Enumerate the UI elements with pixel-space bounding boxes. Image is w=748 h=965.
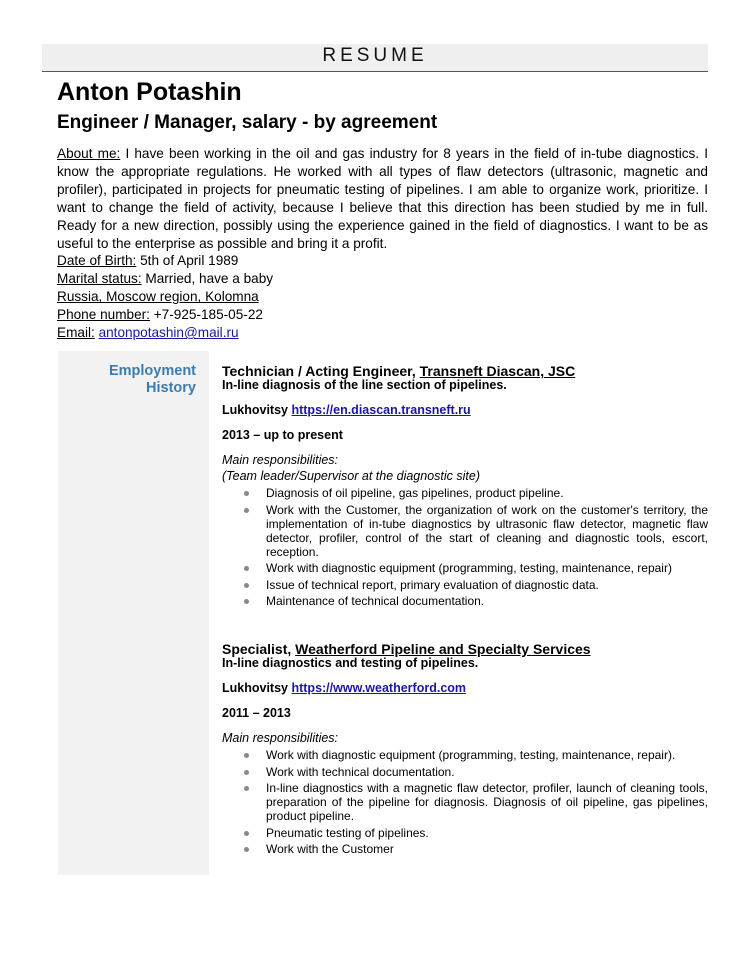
dob-label: Date of Birth:: [57, 253, 137, 269]
marital-line: [57, 270, 708, 288]
dob-value: 5th of April 1989: [136, 253, 239, 269]
job-location-line: [222, 403, 708, 417]
marital-value: Married, have a baby: [141, 271, 274, 287]
about-section: [57, 145, 708, 342]
job-entry: [222, 641, 708, 859]
list-item: Work with technical documentation.: [222, 765, 708, 779]
company-name: Weatherford Pipeline and Specialty Services: [295, 641, 591, 657]
list-item: Work with the Customer, the organization of work on the customer's territory, the implementation of in-tube diagnostics by ultrasonic flaw detector, magnetic flaw detector, profiler, control of the start of cleaning and diagnostic tools, escort, reception.: [222, 503, 708, 559]
list-item: Work with diagnostic equipment (programming, testing, maintenance, repair): [222, 561, 708, 575]
company-name: Transneft Diascan, JSC: [419, 363, 576, 379]
resume-header-bar: [42, 44, 708, 72]
location: Russia, Moscow region, Kolomna: [57, 289, 259, 305]
job-city: Lukhovitsy: [222, 681, 292, 695]
email-line: [57, 324, 708, 342]
job-title-prefix: Specialist,: [222, 641, 296, 657]
list-item: Work with the Customer: [222, 842, 708, 856]
about-text: I have been working in the oil and gas industry for 8 years in the field of in-tube diagnostics. I know the appropriate regulations. He worked with all types of flaw detectors (ultrasonic, magnetic and profiler), participated in projects for pneumatic testing of pipelines. I am able to organize work, prioritize. I want to change the field of activity, because I believe that this direction has been studied by me in full. Ready for a new direction, possibly using the experience gained in the field of diagnostics. I want to be as useful to the enterprise as possible and bring it a profit.: [57, 146, 708, 251]
marital-label: Marital status:: [57, 271, 142, 287]
resume-title: RESUME: [322, 45, 428, 66]
phone-label: Phone number:: [57, 307, 150, 323]
job-city: Lukhovitsy: [222, 403, 292, 417]
list-item: Issue of technical report, primary evaluation of diagnostic data.: [222, 578, 708, 592]
email-label: Email:: [57, 325, 95, 341]
responsibilities-label: Main responsibilities:: [222, 453, 339, 467]
employment-history-heading: Employment History: [108, 363, 196, 396]
person-name: Anton Potashin: [57, 78, 242, 106]
company-website-link[interactable]: https://www.weatherford.com: [291, 681, 467, 695]
job-title: [222, 641, 708, 657]
responsibilities-list: [222, 748, 708, 856]
job-period: 2013 – up to present: [222, 428, 343, 442]
phone-line: [57, 306, 708, 324]
job-subtitle: In-line diagnostics and testing of pipelines.: [222, 656, 479, 670]
list-item: Diagnosis of oil pipeline, gas pipelines, product pipeline.: [222, 486, 708, 500]
job-period: 2011 – 2013: [222, 706, 291, 720]
email-link[interactable]: antonpotashin@mail.ru: [98, 325, 239, 341]
employment-sidebar: [58, 351, 209, 875]
job-title: [222, 363, 708, 379]
job-location-line: [222, 681, 708, 695]
list-item: Pneumatic testing of pipelines.: [222, 826, 708, 840]
list-item: In-line diagnostics with a magnetic flaw detector, profiler, launch of cleaning tools, preparation of the pipeline for diagnosis. Diagnosis of oil pipeline, gas pipelines, product pipeline.: [222, 781, 708, 823]
responsibilities-list: [222, 486, 708, 608]
list-item: Work with diagnostic equipment (programming, testing, maintenance, repair).: [222, 748, 708, 762]
job-subtitle: In-line diagnosis of the line section of pipelines.: [222, 378, 507, 392]
about-label: About me:: [57, 146, 121, 161]
responsibilities-label: Main responsibilities:: [222, 731, 339, 745]
dob-line: [57, 252, 708, 270]
desired-position: Engineer / Manager, salary - by agreement: [57, 112, 438, 133]
responsibilities-note: (Team leader/Supervisor at the diagnostic site): [222, 469, 481, 483]
list-item: Maintenance of technical documentation.: [222, 594, 708, 608]
phone-value: +7-925-185-05-22: [149, 307, 263, 323]
job-entry: [222, 363, 708, 611]
job-title-prefix: Technician / Acting Engineer,: [222, 363, 420, 379]
company-website-link[interactable]: https://en.diascan.transneft.ru: [291, 403, 471, 417]
